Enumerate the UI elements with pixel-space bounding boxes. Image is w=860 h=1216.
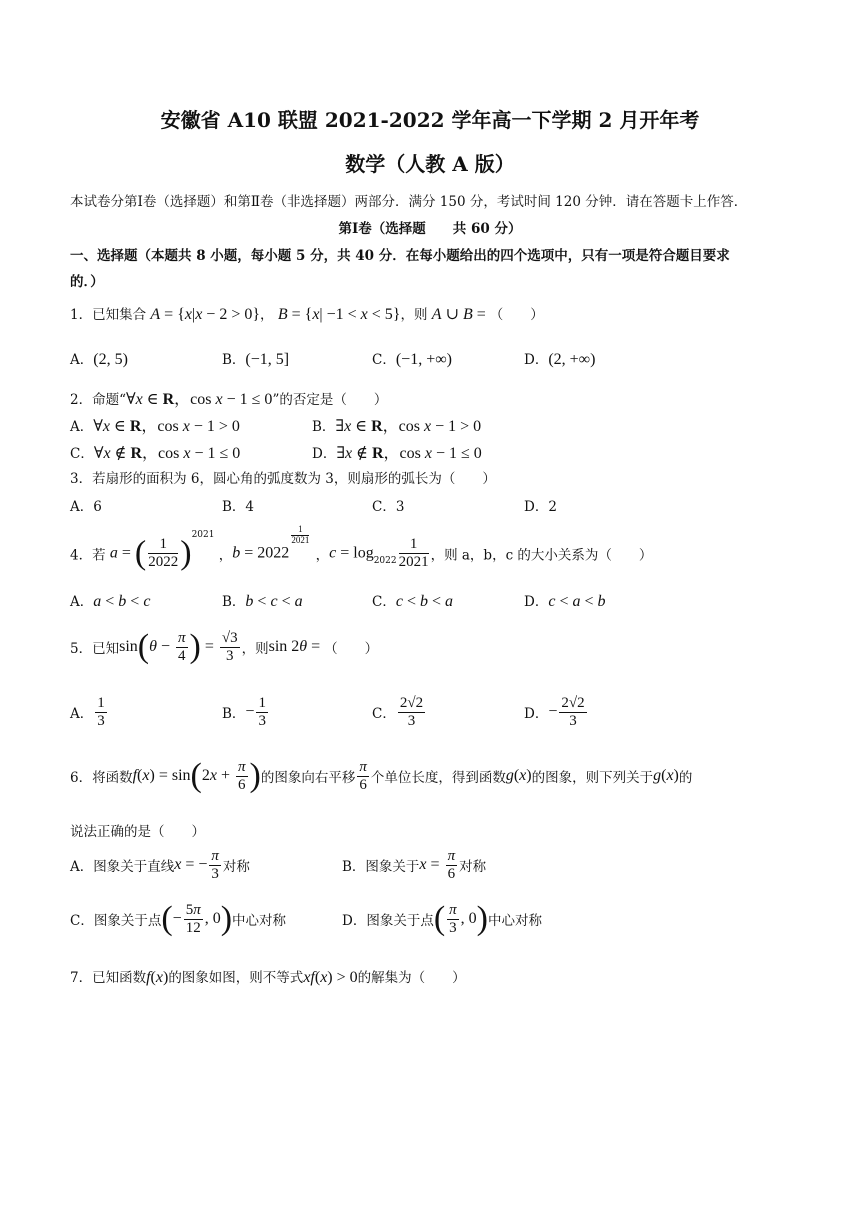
part-title: 第Ⅰ卷（选择题 共 60 分） <box>338 221 522 237</box>
question-5-option-c[interactable]: C． $\frac{2√2}{3}$ <box>372 695 424 729</box>
question-6-option-a[interactable]: A．图象关于直线x = − $\frac{\pi}{3}$ 对称 <box>70 848 250 882</box>
question-1-option-d[interactable]: D．(2, +∞) <box>524 351 596 368</box>
question-4-option-d[interactable]: D．c < a < b <box>524 593 606 610</box>
question-1-option-c[interactable]: C．(−1, +∞) <box>372 351 452 368</box>
section-heading-line1: 一、选择题（本题共 8 小题，每小题 5 分，共 40 分．在每小题给出的四个选项中，只有一项是符合题目要求 <box>70 248 730 264</box>
question-6-stem-line2: 说法正确的是（ ） <box>70 824 205 840</box>
question-2-option-b[interactable]: B．∃x ∈ R，cos x − 1 > 0 <box>312 418 482 435</box>
question-2-option-c[interactable]: C．∀x ∉ R，cos x − 1 ≤ 0 <box>70 445 241 462</box>
exam-title: 安徽省 A10 联盟 2021-2022 学年高一下学期 2 月开年考 <box>160 108 700 132</box>
question-5-stem: 5．已知sin(θ − $\frac{\pi}{4}$ ) = $\frac{√3}{3}$ ，则sin 2θ = （ ） <box>70 628 379 665</box>
question-3-option-c[interactable]: C．3 <box>372 499 405 515</box>
question-3-option-a[interactable]: A．6 <box>70 499 102 515</box>
question-6-stem: 6．将函数f(x) = sin(2x + $\frac{\pi}{6}$ )的图象向右平移 $\frac{\pi}{6}$ 个单位长度，得到函数g(x)的图象，则下列关于g(x)的 <box>70 757 693 794</box>
question-5-option-d[interactable]: D．− $\frac{2√2}{3}$ <box>524 695 585 729</box>
question-4-option-c[interactable]: C．c < b < a <box>372 593 454 610</box>
question-5-option-a[interactable]: A． $\frac{1}{3}$ <box>70 695 105 729</box>
question-3-option-d[interactable]: D．2 <box>524 499 557 515</box>
question-2-option-a[interactable]: A．∀x ∈ R，cos x − 1 > 0 <box>70 418 240 435</box>
question-4-option-a[interactable]: A．a < b < c <box>70 593 151 610</box>
exam-subtitle: 数学（人教 A 版） <box>345 152 515 176</box>
question-4-option-b[interactable]: B．b < c < a <box>222 593 303 610</box>
question-2-option-d[interactable]: D．∃x ∉ R，cos x − 1 ≤ 0 <box>312 445 482 462</box>
question-4-stem: 4．若 a = ( $\frac{1}{2022}$ )$^{2021}$ ，b = 2022 $\frac{1}{2021}$ ，$c = \log_{2022}$ $\frac{1}{2021}$ ，则 a，b，c 的大小关系为（ ） <box>70 524 653 572</box>
question-1-option-b[interactable]: B．(−1, 5] <box>222 351 290 368</box>
question-5-option-b[interactable]: B．− $\frac{1}{3}$ <box>222 695 266 729</box>
question-6-option-b[interactable]: B．图象关于x = $\frac{\pi}{6}$ 对称 <box>342 848 487 882</box>
exam-intro: 本试卷分第Ⅰ卷（选择题）和第Ⅱ卷（非选择题）两部分．满分 150 分，考试时间 120 分钟．请在答题卡上作答． <box>70 194 748 210</box>
question-3-option-b[interactable]: B．4 <box>222 499 255 515</box>
question-2-stem: 2．命题“∀x ∈ R，cos x − 1 ≤ 0”的否定是（ ） <box>70 391 388 408</box>
question-7-stem: 7．已知函数f(x)的图象如图，则不等式xf(x) > 0的解集为（ ） <box>70 969 466 986</box>
question-3-stem: 3．若扇形的面积为 6，圆心角的弧度数为 3，则扇形的弧长为（ ） <box>70 471 496 487</box>
question-1-option-a[interactable]: A．(2, 5) <box>70 351 128 368</box>
section-heading-line2: 的．） <box>70 274 104 290</box>
question-1-stem: 1．已知集合 A = {x|x − 2 > 0}， B = {x| −1 < x < 5}，则 A ∪ B = （ ） <box>70 306 544 323</box>
question-6-option-c[interactable]: C．图象关于点(− $\frac{5\pi}{12}$ , 0)中心对称 <box>70 900 287 937</box>
question-6-option-d[interactable]: D．图象关于点( $\frac{\pi}{3}$ , 0)中心对称 <box>342 900 542 937</box>
